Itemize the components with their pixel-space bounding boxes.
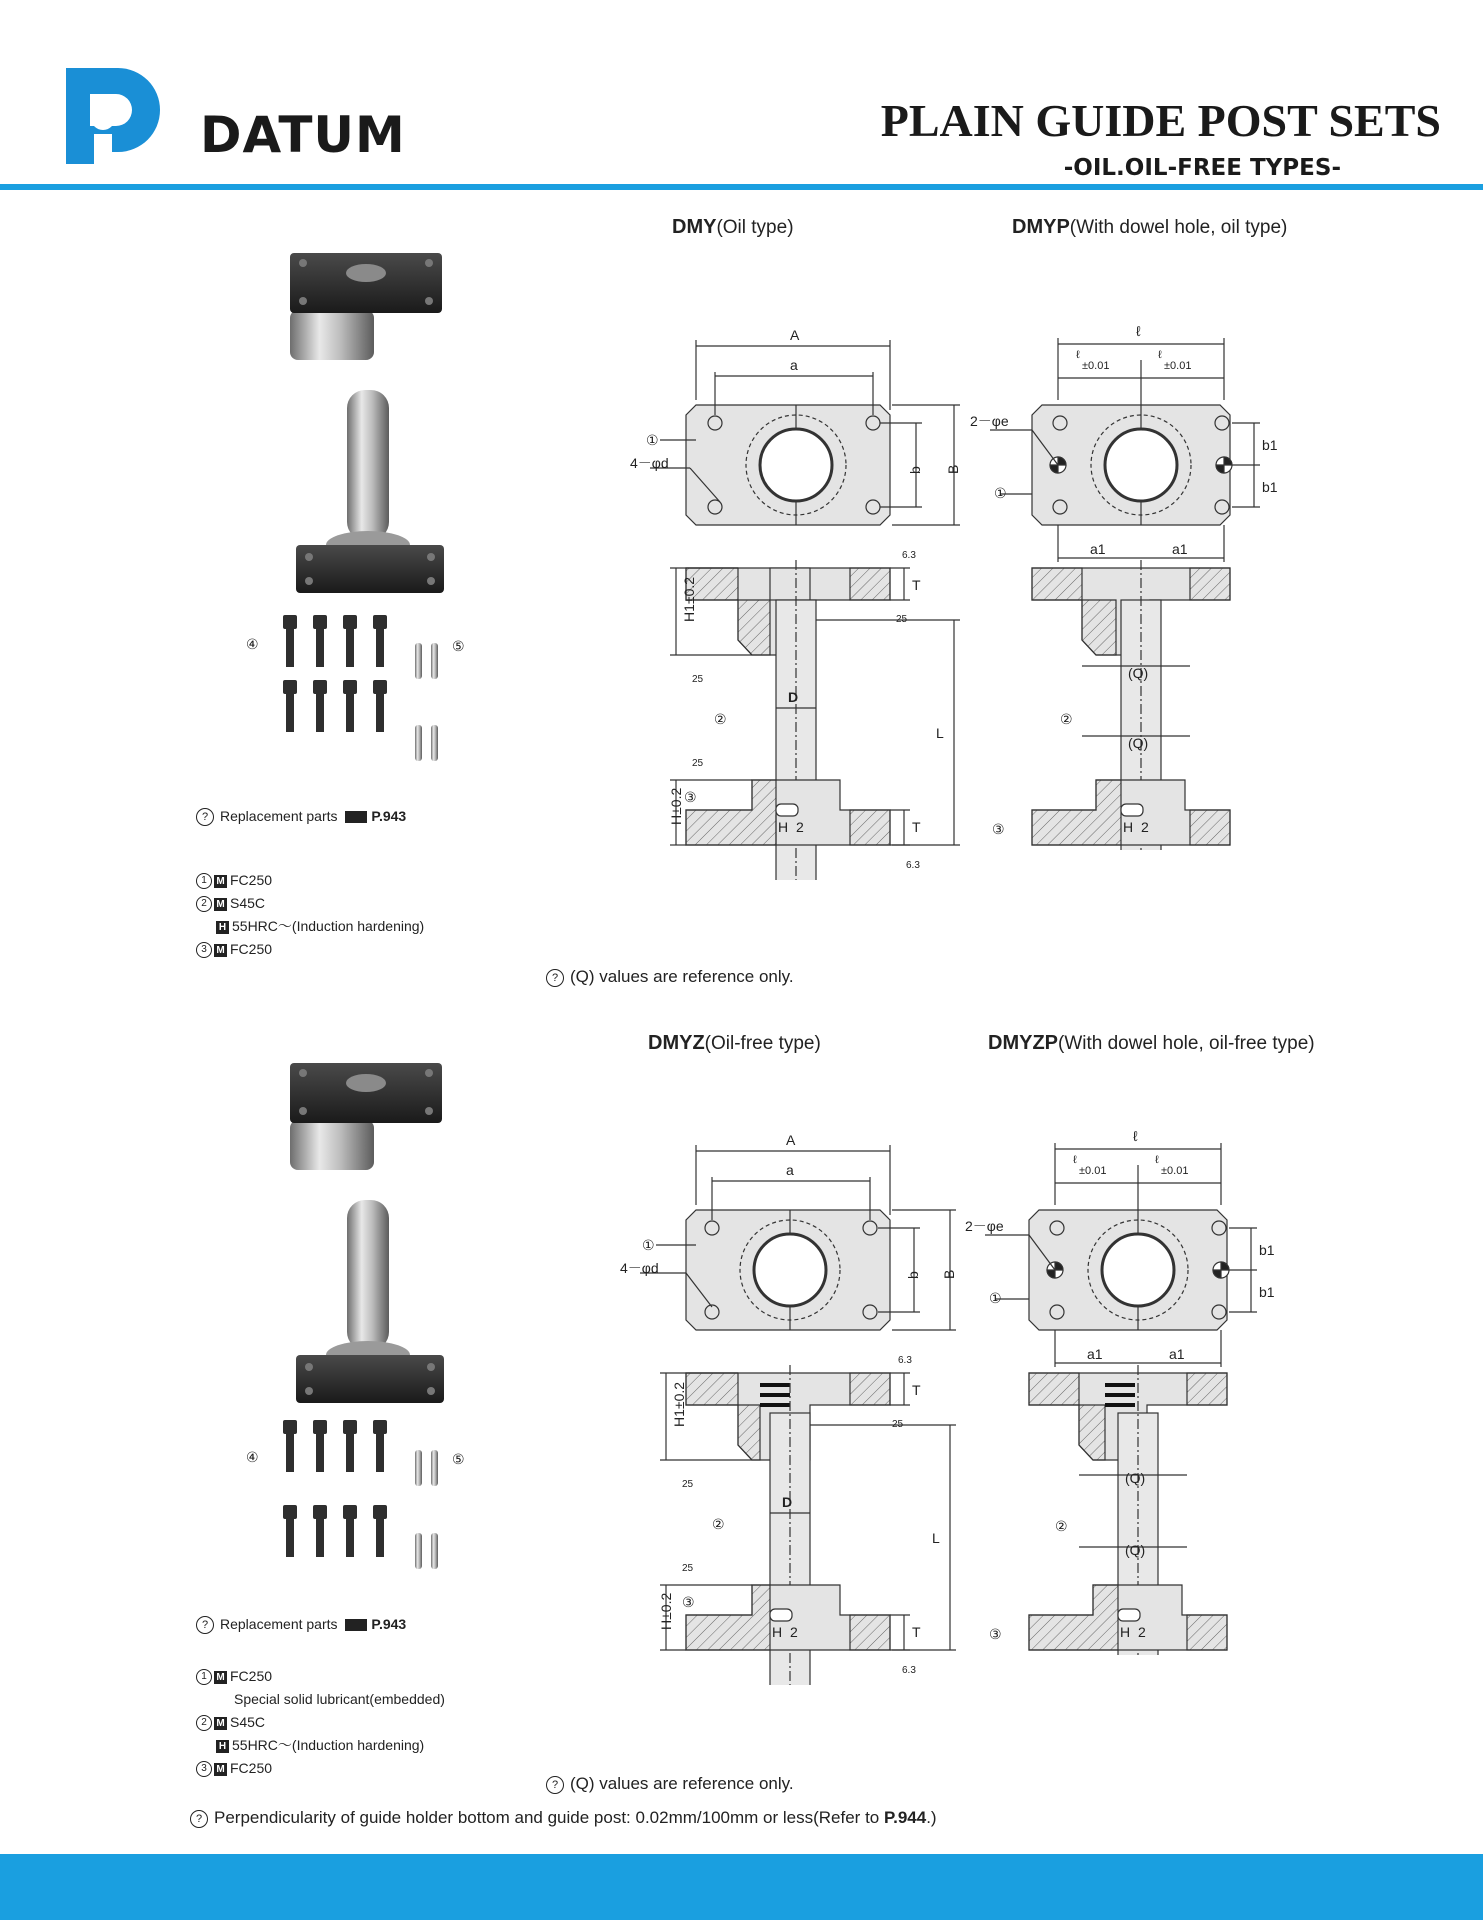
callout-3: ③: [684, 789, 697, 805]
model-desc: (With dowel hole, oil type): [1069, 217, 1288, 238]
dim-B: B: [941, 1269, 957, 1279]
callout-1: ①: [642, 1237, 655, 1253]
label-pins: ⑤: [452, 638, 465, 654]
dim-H1: H1±0.2: [671, 1381, 687, 1427]
dim-D: D: [782, 1494, 793, 1510]
dim-b1: b1: [1262, 437, 1278, 453]
callout-2: ②: [712, 1516, 725, 1532]
dim-T-bot: T: [912, 819, 921, 835]
dim-2: 2: [1141, 819, 1149, 835]
material-row: 3 M FC250: [196, 938, 424, 961]
dim-ell-frac: ℓ: [1076, 349, 1080, 361]
info-icon: ?: [196, 1616, 214, 1634]
callout-1: ①: [989, 1290, 1002, 1306]
drawing-dmy: [630, 310, 970, 880]
reference-note-oilfree: ? (Q) values are reference only.: [546, 1774, 794, 1794]
model-desc: (Oil type): [716, 217, 794, 238]
roughness-25: 25: [692, 674, 704, 685]
dim-b: b: [907, 466, 923, 474]
dim-4d: 4－φd: [620, 1260, 659, 1276]
callout-3: ③: [989, 1626, 1002, 1642]
dim-2: 2: [796, 819, 804, 835]
dim-ell-frac: ℓ: [1073, 1154, 1077, 1166]
roughness-63: 6.3: [902, 550, 916, 561]
brand-name: DATUM: [200, 106, 406, 164]
material-row: Special solid lubricant(embedded): [234, 1691, 445, 1707]
dim-half-right: ±0.01: [1164, 360, 1192, 372]
material-row: H 55HRC～(Induction hardening): [196, 1734, 445, 1757]
material-row: 1 M FC250: [196, 1665, 445, 1688]
dim-Q: (Q): [1125, 1470, 1146, 1486]
dim-2e: 2－φe: [970, 413, 1009, 429]
materials-list-oil: [196, 869, 424, 961]
info-icon: ?: [546, 1776, 564, 1794]
replacement-parts-note: ? Replacement parts P.943: [196, 808, 406, 826]
callout-2: ②: [714, 711, 727, 727]
dim-A: A: [790, 327, 800, 343]
dim-2e: 2－φe: [965, 1218, 1004, 1234]
model-dmy-caption: [672, 216, 794, 239]
guide-post-set-image: [240, 1055, 460, 1595]
material-row: 3 M FC250: [196, 1757, 445, 1780]
material-row: 2 M S45C: [196, 1711, 445, 1734]
model-dmyzp-caption: [988, 1032, 1315, 1055]
dim-A: A: [786, 1132, 796, 1148]
dim-Q: (Q): [1128, 735, 1149, 751]
product-photo-oil: [240, 245, 460, 785]
callout-3: ③: [682, 1594, 695, 1610]
dim-H1: H1±0.2: [681, 576, 697, 622]
model-dmyz-caption: [648, 1032, 821, 1055]
dim-H-small: H: [1123, 819, 1134, 835]
dim-T-bot: T: [912, 1624, 921, 1640]
model-code: DMYP: [1012, 216, 1070, 238]
model-dmyp-caption: [1012, 216, 1287, 239]
dim-4d: 4－φd: [630, 455, 669, 471]
info-icon: ?: [190, 1810, 208, 1828]
dim-b1: b1: [1259, 1242, 1275, 1258]
label-screws: ④: [246, 1449, 259, 1465]
dim-T-top: T: [912, 1382, 921, 1398]
dim-a: a: [790, 357, 798, 373]
info-icon: ?: [546, 969, 564, 987]
callout-1: ①: [646, 432, 659, 448]
page-ref-icon: [345, 1619, 367, 1631]
datum-logo-icon: [66, 68, 160, 164]
dim-Q: (Q): [1128, 665, 1149, 681]
callout-2: ②: [1060, 711, 1073, 727]
dim-T-top: T: [912, 577, 921, 593]
dim-ell: ℓ: [1136, 323, 1141, 339]
dim-half-left: ±0.01: [1082, 360, 1110, 372]
roughness-63: 6.3: [898, 1355, 912, 1366]
dim-a1: a1: [1087, 1346, 1103, 1362]
brand-logo: [66, 68, 160, 164]
dim-H-small: H: [772, 1624, 783, 1640]
footer-note: ? Perpendicularity of guide holder bottom and guide post: 0.02mm/100mm or less(Refer to P.944.): [190, 1808, 937, 1828]
reference-note-oil: ? (Q) values are reference only.: [546, 967, 794, 987]
model-code: DMYZ: [648, 1032, 705, 1054]
dim-ell-frac: ℓ: [1158, 349, 1162, 361]
dim-H-small: H: [778, 819, 789, 835]
replacement-page-link[interactable]: P.943: [371, 1616, 407, 1632]
dim-b1: b1: [1262, 479, 1278, 495]
model-code: DMY: [672, 216, 717, 238]
dim-2: 2: [1138, 1624, 1146, 1640]
dim-D: D: [788, 689, 799, 705]
info-icon: ?: [196, 808, 214, 826]
footer-bar: [0, 1854, 1483, 1920]
model-desc: (With dowel hole, oil-free type): [1058, 1033, 1315, 1054]
roughness-25: 25: [692, 758, 704, 769]
callout-2: ②: [1055, 1518, 1068, 1534]
replacement-parts-note: ? Replacement parts P.943: [196, 1616, 406, 1634]
footer-page-link[interactable]: P.944: [883, 1808, 927, 1827]
roughness-25: 25: [896, 614, 908, 625]
dim-a: a: [786, 1162, 794, 1178]
roughness-63: 6.3: [906, 860, 920, 871]
dim-half-left: ±0.01: [1079, 1165, 1107, 1177]
roughness-25: 25: [682, 1479, 694, 1490]
dim-Q: (Q): [1125, 1542, 1146, 1558]
replacement-page-link[interactable]: P.943: [371, 808, 407, 824]
dim-b1: b1: [1259, 1284, 1275, 1300]
dim-L: L: [936, 725, 944, 741]
dim-a1: a1: [1172, 541, 1188, 557]
dim-ell-frac: ℓ: [1155, 1154, 1159, 1166]
dim-b: b: [905, 1271, 921, 1279]
callout-1: ①: [994, 485, 1007, 501]
drawing-dmyp: [960, 310, 1280, 850]
guide-post-set-image: [240, 245, 460, 785]
drawing-dmyzp: [955, 1115, 1275, 1655]
dim-H: H±0.2: [668, 787, 684, 825]
dim-a1: a1: [1090, 541, 1106, 557]
roughness-25: 25: [892, 1419, 904, 1430]
page-ref-icon: [345, 811, 367, 823]
material-row: 1 M FC250: [196, 869, 424, 892]
materials-list-oilfree: [196, 1665, 445, 1780]
model-code: DMYZP: [988, 1032, 1058, 1054]
model-desc: (Oil-free type): [704, 1033, 821, 1054]
material-row: H 55HRC～(Induction hardening): [196, 915, 424, 938]
drawing-dmyz: [620, 1115, 960, 1685]
roughness-25: 25: [682, 1563, 694, 1574]
dim-a1: a1: [1169, 1346, 1185, 1362]
label-screws: ④: [246, 636, 259, 652]
dim-H-small: H: [1120, 1624, 1131, 1640]
header-rule: [0, 184, 1483, 190]
page-title: PLAIN GUIDE POST SETS: [880, 95, 1441, 146]
dim-half-right: ±0.01: [1161, 1165, 1189, 1177]
dim-L: L: [932, 1530, 940, 1546]
label-pins: ⑤: [452, 1451, 465, 1467]
dim-ell: ℓ: [1133, 1128, 1138, 1144]
dim-H: H±0.2: [658, 1592, 674, 1630]
dim-B: B: [945, 464, 961, 474]
callout-3: ③: [992, 821, 1005, 837]
dim-2: 2: [790, 1624, 798, 1640]
material-row: 2 M S45C: [196, 892, 424, 915]
page-subtitle: -OIL.OIL-FREE TYPES-: [1063, 155, 1341, 181]
roughness-63: 6.3: [902, 1665, 916, 1676]
product-photo-oilfree: [240, 1055, 460, 1595]
